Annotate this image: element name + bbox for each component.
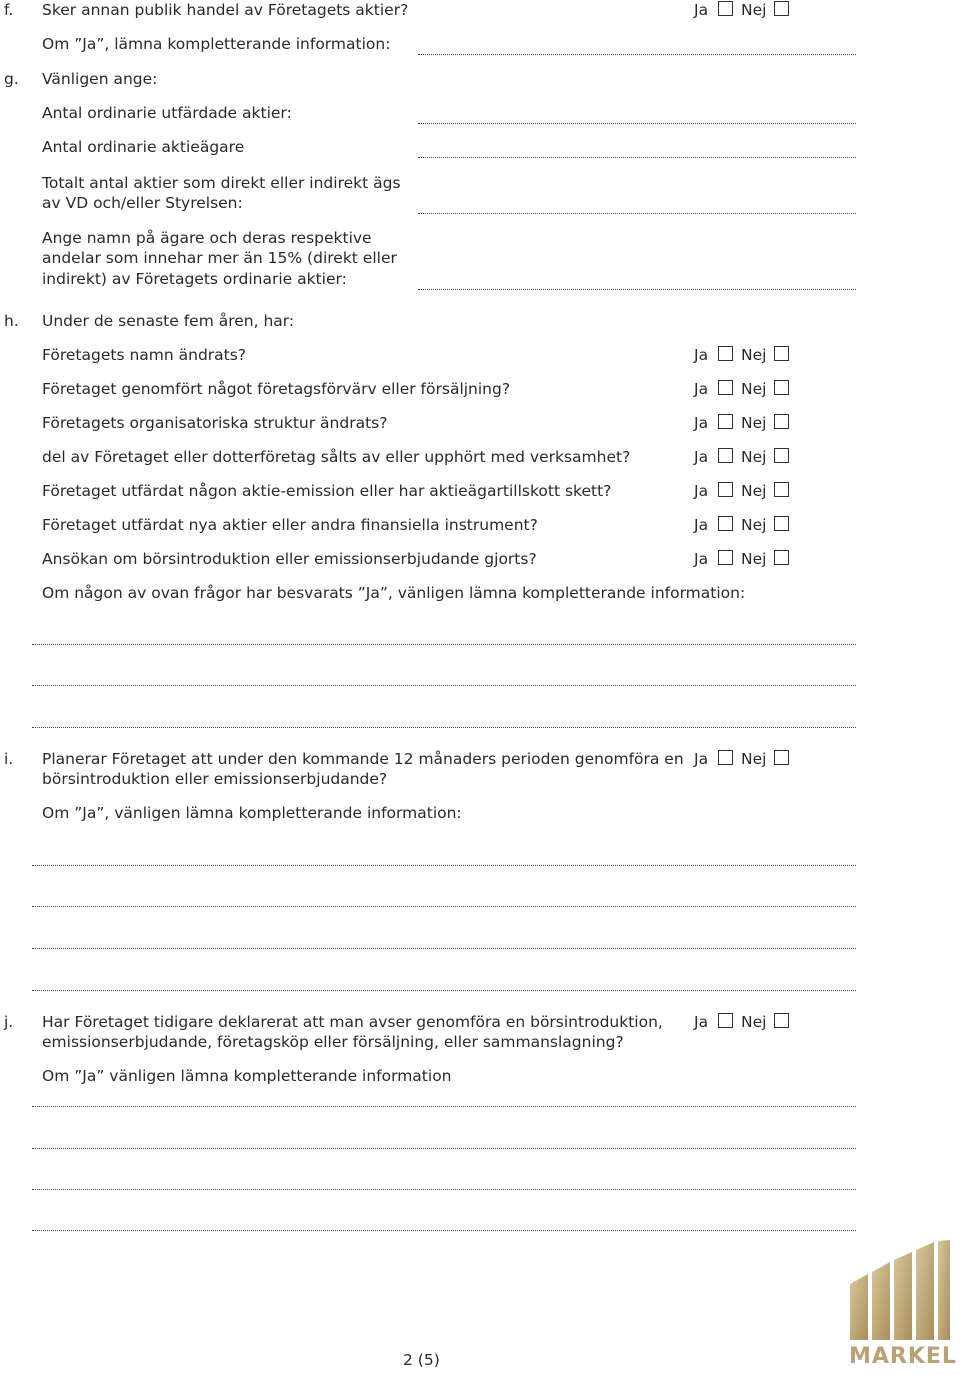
no-label: Nej (741, 550, 767, 568)
owners-label-2: andelar som innehar mer än 15% (direkt eller (42, 249, 397, 267)
h-question-6: Företaget utfärdat nya aktier eller andra finansiella instrument? (42, 516, 538, 534)
section-i-question-2: börsintroduktion eller emissionserbjudande? (42, 770, 388, 788)
no-checkbox[interactable] (774, 550, 789, 565)
h-question-1: Företagets namn ändrats? (42, 346, 247, 364)
no-checkbox[interactable] (774, 448, 789, 463)
no-checkbox[interactable] (774, 1, 789, 16)
markel-logo-text: MARKEL (849, 1344, 957, 1369)
yes-checkbox[interactable] (718, 482, 733, 497)
section-f-info-prompt: Om ”Ja”, lämna kompletterande information: (42, 35, 391, 53)
answer-line-f[interactable] (418, 54, 856, 55)
yes-checkbox[interactable] (718, 1013, 733, 1028)
section-h-letter: h. (4, 312, 19, 330)
section-i-question-1: Planerar Företaget att under den kommande 12 månaders perioden genomföra en (42, 750, 684, 768)
no-label: Nej (741, 516, 767, 534)
no-label: Nej (741, 482, 767, 500)
owners-label-1: Ange namn på ägare och deras respektive (42, 229, 372, 247)
no-label: Nej (741, 380, 767, 398)
yes-label: Ja (694, 448, 709, 466)
section-i-letter: i. (4, 750, 14, 768)
no-checkbox[interactable] (774, 414, 789, 429)
answer-line-j-1[interactable] (32, 1106, 856, 1107)
no-label: Nej (741, 448, 767, 466)
page-number: 2 (5) (403, 1351, 440, 1369)
h-question-4: del av Företaget eller dotterföretag sålts av eller upphört med verksamhet? (42, 448, 631, 466)
section-j-question-2: emissionserbjudande, företagsköp eller försäljning, eller sammanslagning? (42, 1033, 624, 1051)
no-label: Nej (741, 414, 767, 432)
no-label: Nej (741, 1, 767, 19)
no-checkbox[interactable] (774, 482, 789, 497)
section-j-letter: j. (4, 1013, 14, 1031)
no-checkbox[interactable] (774, 346, 789, 361)
yes-label: Ja (694, 482, 709, 500)
issued-shares-label: Antal ordinarie utfärdade aktier: (42, 104, 292, 122)
issued-shares-line[interactable] (418, 123, 856, 124)
answer-line-h-1[interactable] (32, 644, 856, 645)
owners-label-3: indirekt) av Företagets ordinarie aktier: (42, 270, 347, 288)
answer-line-j-3[interactable] (32, 1189, 856, 1190)
yes-checkbox[interactable] (718, 448, 733, 463)
section-g-letter: g. (4, 70, 19, 88)
answer-line-h-3[interactable] (32, 727, 856, 728)
section-g-intro: Vänligen ange: (42, 70, 158, 88)
yes-label: Ja (694, 1, 709, 19)
total-owned-label-2: av VD och/eller Styrelsen: (42, 194, 243, 212)
yes-label: Ja (694, 550, 709, 568)
no-label: Nej (741, 346, 767, 364)
answer-line-i-4[interactable] (32, 990, 856, 991)
total-owned-label-1: Totalt antal aktier som direkt eller indirekt ägs (42, 174, 401, 192)
yes-checkbox[interactable] (718, 380, 733, 395)
yes-checkbox[interactable] (718, 1, 733, 16)
answer-line-j-4[interactable] (32, 1230, 856, 1231)
section-f-question: Sker annan publik handel av Företagets aktier? (42, 1, 409, 19)
yes-label: Ja (694, 1013, 709, 1031)
section-j-info-prompt: Om ”Ja” vänligen lämna kompletterande information (42, 1067, 452, 1085)
no-label: Nej (741, 1013, 767, 1031)
yes-checkbox[interactable] (718, 346, 733, 361)
h-question-2: Företaget genomfört något företagsförvärv eller försäljning? (42, 380, 511, 398)
h-question-7: Ansökan om börsintroduktion eller emissionserbjudande gjorts? (42, 550, 537, 568)
h-question-3: Företagets organisatoriska struktur ändrats? (42, 414, 388, 432)
yes-checkbox[interactable] (718, 750, 733, 765)
yes-label: Ja (694, 346, 709, 364)
section-i-info-prompt: Om ”Ja”, vänligen lämna kompletterande information: (42, 804, 462, 822)
section-h-info-prompt: Om någon av ovan frågor har besvarats ”Ja”, vänligen lämna kompletterande information: (42, 584, 746, 602)
answer-line-i-2[interactable] (32, 906, 856, 907)
yes-label: Ja (694, 750, 709, 768)
no-checkbox[interactable] (774, 516, 789, 531)
section-f-letter: f. (4, 1, 14, 19)
total-owned-line[interactable] (418, 213, 856, 214)
h-question-5: Företaget utfärdat någon aktie-emission eller har aktieägartillskott skett? (42, 482, 612, 500)
no-checkbox[interactable] (774, 1013, 789, 1028)
owners-line[interactable] (418, 289, 856, 290)
shareholders-line[interactable] (418, 157, 856, 158)
section-h-intro: Under de senaste fem åren, har: (42, 312, 295, 330)
yes-label: Ja (694, 380, 709, 398)
no-label: Nej (741, 750, 767, 768)
answer-line-i-3[interactable] (32, 948, 856, 949)
no-checkbox[interactable] (774, 380, 789, 395)
answer-line-i-1[interactable] (32, 865, 856, 866)
yes-checkbox[interactable] (718, 516, 733, 531)
shareholders-label: Antal ordinarie aktieägare (42, 138, 245, 156)
answer-line-j-2[interactable] (32, 1148, 856, 1149)
yes-label: Ja (694, 516, 709, 534)
answer-line-h-2[interactable] (32, 685, 856, 686)
no-checkbox[interactable] (774, 750, 789, 765)
section-j-question-1: Har Företaget tidigare deklarerat att man avser genomföra en börsintroduktion, (42, 1013, 663, 1031)
yes-checkbox[interactable] (718, 550, 733, 565)
yes-label: Ja (694, 414, 709, 432)
yes-checkbox[interactable] (718, 414, 733, 429)
